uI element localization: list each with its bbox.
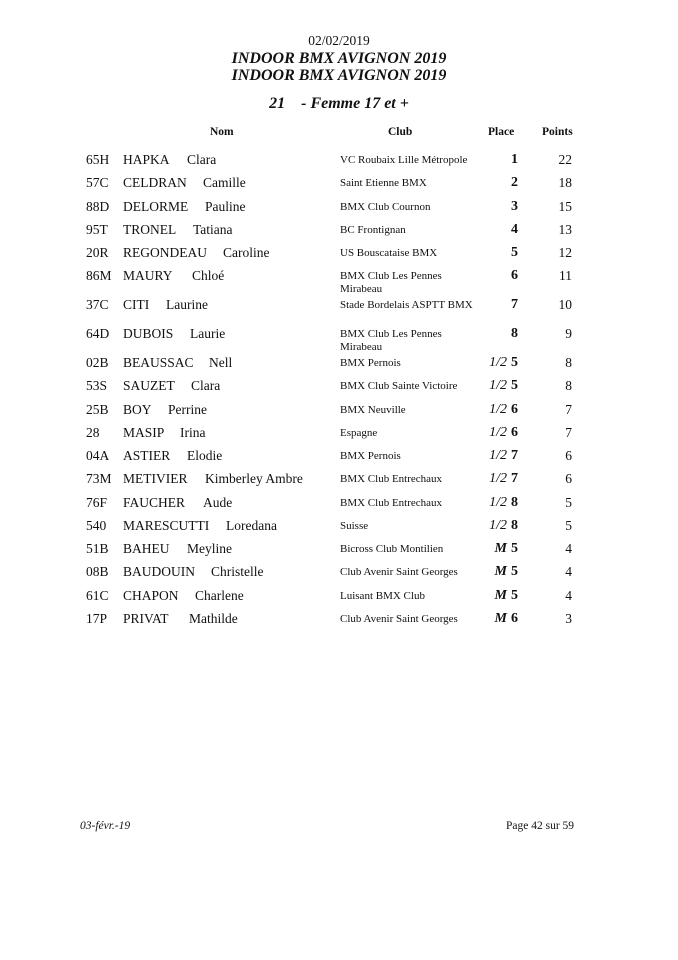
table-row bbox=[0, 222, 678, 242]
rider-place bbox=[470, 355, 518, 371]
rider-last-name: HAPKA bbox=[123, 152, 170, 167]
table-row bbox=[0, 152, 678, 172]
rider-plate: 540 bbox=[86, 518, 107, 533]
rider-club: Club Avenir Saint Georges bbox=[340, 566, 458, 578]
rider-last-name: MASIP bbox=[123, 425, 165, 440]
place-round-prefix: 1/2 bbox=[489, 402, 507, 417]
rider-club: BMX Club Les Pennes Mirabeau bbox=[340, 270, 442, 295]
rider-points: 10 bbox=[558, 297, 572, 312]
rider-last-name: ASTIER bbox=[123, 448, 171, 463]
rider-plate: 61C bbox=[86, 588, 109, 603]
rider-plate: 02B bbox=[86, 355, 109, 370]
rider-points: 12 bbox=[558, 245, 572, 260]
place-value: 7 bbox=[511, 297, 518, 312]
table-row bbox=[0, 355, 678, 375]
rider-points: 5 bbox=[565, 518, 572, 533]
place-value: 3 bbox=[511, 199, 518, 214]
rider-club: BMX Club Entrechaux bbox=[340, 497, 443, 509]
place-value: 5 bbox=[511, 588, 518, 603]
column-header-points: Points bbox=[542, 126, 573, 138]
rider-first-name: Tatiana bbox=[193, 222, 233, 237]
rider-plate: 76F bbox=[86, 495, 108, 510]
table-row bbox=[0, 378, 678, 398]
rider-plate: 51B bbox=[86, 541, 109, 556]
place-round-prefix: 1/2 bbox=[489, 471, 507, 486]
rider-plate: 64D bbox=[86, 326, 110, 341]
place-value: 1 bbox=[511, 152, 518, 167]
place-value: 6 bbox=[511, 611, 518, 626]
place-round-prefix: M bbox=[494, 588, 507, 603]
rider-place bbox=[470, 611, 518, 627]
rider-place bbox=[470, 495, 518, 511]
rider-club: US Bouscataise BMX bbox=[340, 247, 438, 259]
rider-first-name: Kimberley Ambre bbox=[205, 471, 303, 486]
place-value: 7 bbox=[511, 471, 518, 486]
column-header-club: Club bbox=[388, 126, 413, 138]
rider-points: 18 bbox=[558, 175, 572, 190]
place-round-prefix: 1/2 bbox=[489, 448, 507, 463]
rider-plate: 25B bbox=[86, 402, 109, 417]
rider-plate: 04A bbox=[86, 448, 110, 463]
event-date: 02/02/2019 bbox=[308, 33, 370, 48]
place-round-prefix: 1/2 bbox=[489, 355, 507, 370]
rider-points: 7 bbox=[565, 425, 572, 440]
place-value: 8 bbox=[511, 326, 518, 341]
rider-place bbox=[470, 471, 518, 487]
place-round-prefix: 1/2 bbox=[489, 425, 507, 440]
rider-first-name: Caroline bbox=[223, 245, 270, 260]
place-round-prefix: M bbox=[494, 541, 507, 556]
place-round-prefix: 1/2 bbox=[489, 495, 507, 510]
rider-plate: 57C bbox=[86, 175, 109, 190]
rider-first-name: Clara bbox=[187, 152, 217, 167]
rider-points: 4 bbox=[565, 588, 572, 603]
rider-place bbox=[470, 588, 518, 604]
rider-first-name: Charlene bbox=[195, 588, 244, 603]
rider-place bbox=[470, 541, 518, 557]
place-round-prefix: M bbox=[494, 611, 507, 626]
table-row bbox=[0, 471, 678, 491]
rider-points: 22 bbox=[558, 152, 572, 167]
place-value: 5 bbox=[511, 355, 518, 370]
place-value: 2 bbox=[511, 175, 518, 190]
rider-place bbox=[470, 448, 518, 464]
place-value: 7 bbox=[511, 448, 518, 463]
rider-first-name: Elodie bbox=[187, 448, 223, 463]
page-number: Page 42 sur 59 bbox=[506, 820, 575, 832]
rider-first-name: Laurine bbox=[166, 297, 208, 312]
rider-club: Suisse bbox=[340, 520, 369, 532]
rider-points: 15 bbox=[558, 199, 572, 214]
table-row bbox=[0, 245, 678, 265]
place-value: 4 bbox=[511, 222, 518, 237]
rider-points: 13 bbox=[558, 222, 572, 237]
rider-club: BMX Club Entrechaux bbox=[340, 473, 443, 485]
rider-points: 6 bbox=[565, 448, 572, 463]
place-round-prefix: 1/2 bbox=[489, 378, 507, 393]
rider-points: 6 bbox=[565, 471, 572, 486]
place-value: 6 bbox=[511, 402, 518, 417]
table-row bbox=[0, 495, 678, 515]
rider-plate: 08B bbox=[86, 564, 109, 579]
rider-place bbox=[470, 378, 518, 394]
table-row bbox=[0, 326, 678, 353]
table-row bbox=[0, 297, 678, 317]
rider-first-name: Pauline bbox=[205, 199, 246, 214]
table-row bbox=[0, 402, 678, 422]
rider-place bbox=[470, 564, 518, 580]
table-row bbox=[0, 541, 678, 561]
rider-plate: 28 bbox=[86, 425, 100, 440]
event-title: INDOOR BMX AVIGNON 2019 bbox=[231, 50, 447, 67]
rider-club: BMX Pernois bbox=[340, 450, 401, 462]
place-value: 6 bbox=[511, 425, 518, 440]
rider-first-name: Clara bbox=[191, 378, 221, 393]
rider-place bbox=[470, 425, 518, 441]
rider-last-name: BAHEU bbox=[123, 541, 170, 556]
place-round-prefix: 1/2 bbox=[489, 518, 507, 533]
rider-last-name: DUBOIS bbox=[123, 326, 174, 341]
table-row bbox=[0, 268, 678, 295]
rider-points: 3 bbox=[565, 611, 572, 626]
table-row bbox=[0, 425, 678, 445]
rider-first-name: Chloé bbox=[192, 268, 225, 283]
place-value: 6 bbox=[511, 268, 518, 283]
place-value: 5 bbox=[511, 245, 518, 260]
rider-first-name: Aude bbox=[203, 495, 233, 510]
rider-first-name: Mathilde bbox=[189, 611, 238, 626]
rider-points: 7 bbox=[565, 402, 572, 417]
category-number: 21 bbox=[269, 95, 286, 112]
rider-place bbox=[470, 402, 518, 418]
rider-plate: 88D bbox=[86, 199, 110, 214]
place-value: 5 bbox=[511, 564, 518, 579]
rider-place bbox=[470, 199, 518, 215]
rider-last-name: BEAUSSAC bbox=[123, 355, 194, 370]
rider-last-name: CHAPON bbox=[123, 588, 179, 603]
rider-plate: 53S bbox=[86, 378, 108, 393]
rider-first-name: Perrine bbox=[168, 402, 207, 417]
rider-place bbox=[470, 222, 518, 238]
rider-last-name: BOY bbox=[123, 402, 152, 417]
rider-last-name: CELDRAN bbox=[123, 175, 187, 190]
rider-last-name: REGONDEAU bbox=[123, 245, 207, 260]
rider-club: Saint Etienne BMX bbox=[340, 177, 427, 189]
rider-points: 11 bbox=[559, 268, 572, 283]
rider-first-name: Camille bbox=[203, 175, 246, 190]
rider-points: 9 bbox=[565, 326, 572, 341]
rider-place bbox=[470, 326, 518, 342]
table-row bbox=[0, 518, 678, 538]
rider-place bbox=[470, 175, 518, 191]
event-title-repeat: INDOOR BMX AVIGNON 2019 bbox=[231, 67, 447, 84]
rider-club: BMX Club Sainte Victoire bbox=[340, 380, 458, 392]
table-row bbox=[0, 199, 678, 219]
rider-last-name: BAUDOUIN bbox=[123, 564, 195, 579]
rider-place bbox=[470, 245, 518, 261]
rider-plate: 37C bbox=[86, 297, 109, 312]
place-round-prefix: M bbox=[494, 564, 507, 579]
rider-place bbox=[470, 268, 518, 284]
rider-points: 8 bbox=[565, 378, 572, 393]
category-heading bbox=[0, 95, 678, 113]
rider-place bbox=[470, 518, 518, 534]
table-row bbox=[0, 448, 678, 468]
rider-club: BMX Pernois bbox=[340, 357, 401, 369]
place-value: 5 bbox=[511, 378, 518, 393]
rider-plate: 95T bbox=[86, 222, 108, 237]
rider-club: Club Avenir Saint Georges bbox=[340, 613, 458, 625]
rider-last-name: FAUCHER bbox=[123, 495, 186, 510]
rider-last-name: SAUZET bbox=[123, 378, 175, 393]
column-header-nom: Nom bbox=[210, 126, 234, 138]
rider-club: VC Roubaix Lille Métropole bbox=[340, 154, 468, 166]
rider-last-name: DELORME bbox=[123, 199, 189, 214]
rider-last-name: TRONEL bbox=[123, 222, 177, 237]
rider-points: 8 bbox=[565, 355, 572, 370]
place-value: 8 bbox=[511, 495, 518, 510]
rider-points: 5 bbox=[565, 495, 572, 510]
rider-first-name: Nell bbox=[209, 355, 233, 370]
place-value: 5 bbox=[511, 541, 518, 556]
rider-club: Stade Bordelais ASPTT BMX bbox=[340, 299, 473, 311]
rider-club: Espagne bbox=[340, 427, 378, 439]
rider-last-name: MAURY bbox=[123, 268, 173, 283]
rider-last-name: CITI bbox=[123, 297, 150, 312]
rider-club: Bicross Club Montilien bbox=[340, 543, 444, 555]
rider-points: 4 bbox=[565, 541, 572, 556]
rider-last-name: MARESCUTTI bbox=[123, 518, 210, 533]
table-row bbox=[0, 175, 678, 195]
place-value: 8 bbox=[511, 518, 518, 533]
rider-points: 4 bbox=[565, 564, 572, 579]
rider-last-name: PRIVAT bbox=[123, 611, 169, 626]
rider-first-name: Irina bbox=[180, 425, 206, 440]
rider-club: BMX Club Les Pennes Mirabeau bbox=[340, 328, 442, 353]
rider-plate: 17P bbox=[86, 611, 108, 626]
rider-plate: 73M bbox=[86, 471, 112, 486]
rider-plate: 20R bbox=[86, 245, 109, 260]
rider-plate: 86M bbox=[86, 268, 112, 283]
rider-first-name: Loredana bbox=[226, 518, 277, 533]
category-name: - Femme 17 et + bbox=[301, 95, 409, 112]
rider-first-name: Meyline bbox=[187, 541, 232, 556]
rider-place bbox=[470, 152, 518, 168]
rider-place bbox=[470, 297, 518, 313]
rider-first-name: Christelle bbox=[211, 564, 264, 579]
print-date: 03-févr.-19 bbox=[80, 820, 131, 832]
rider-first-name: Laurie bbox=[190, 326, 226, 341]
rider-club: Luisant BMX Club bbox=[340, 590, 425, 602]
rider-last-name: METIVIER bbox=[123, 471, 188, 486]
rider-club: BMX Neuville bbox=[340, 404, 406, 416]
rider-club: BC Frontignan bbox=[340, 224, 406, 236]
rider-club: BMX Club Cournon bbox=[340, 201, 431, 213]
table-row bbox=[0, 588, 678, 608]
rider-plate: 65H bbox=[86, 152, 110, 167]
table-row bbox=[0, 611, 678, 631]
column-header-place: Place bbox=[488, 126, 515, 138]
table-row bbox=[0, 564, 678, 584]
